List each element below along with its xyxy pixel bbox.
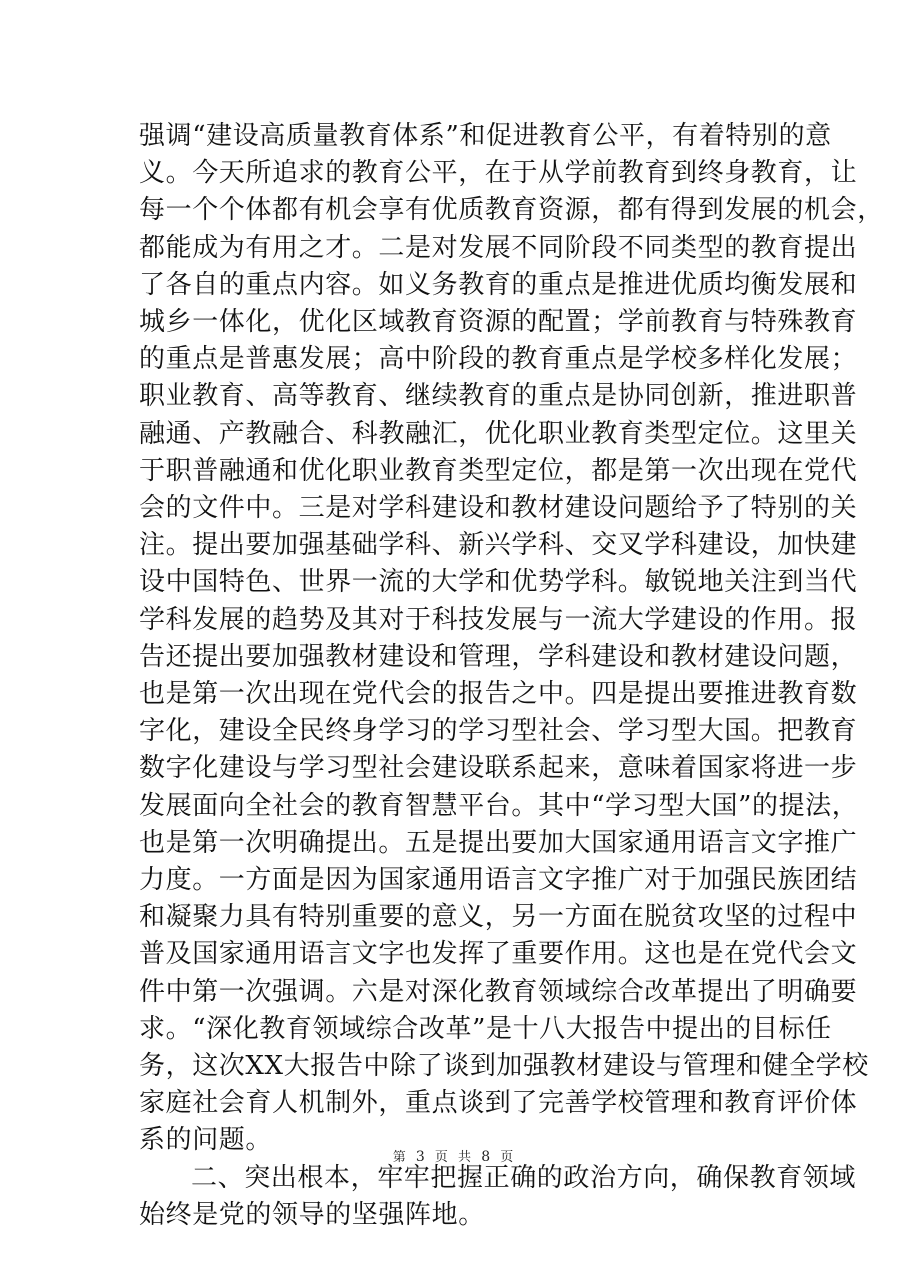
text-line: 发展面向全社会的教育智慧平台。其中“学习型大国”的提法， bbox=[139, 790, 859, 821]
text-line: 义。今天所追求的教育公平，在于从学前教育到终身教育，让 bbox=[139, 158, 858, 189]
text-line: 注。提出要加强基础学科、新兴学科、交叉学科建设，加快建 bbox=[139, 530, 858, 561]
text-line: 每一个个体都有机会享有优质教育资源，都有得到发展的机会， bbox=[139, 195, 884, 226]
footer-suffix: 页 bbox=[500, 1150, 517, 1165]
text-line: 也是第一次明确提出。五是提出要加大国家通用语言文字推广 bbox=[139, 827, 858, 858]
text-line: 和凝聚力具有特别重要的意义，另一方面在脱贫攻坚的过程中 bbox=[139, 902, 858, 933]
text-line: 件中第一次强调。六是对深化教育领域综合改革提出了明确要 bbox=[139, 976, 858, 1007]
paragraph-1 bbox=[139, 118, 884, 1160]
text-line: 职业教育、高等教育、继续教育的重点是协同创新，推进职普 bbox=[139, 381, 858, 412]
section-heading-line: 始终是党的领导的坚强阵地。 bbox=[139, 1199, 485, 1230]
section-heading-line: 二、突出根本，牢牢把握正确的政治方向，确保教育领域 bbox=[191, 1162, 857, 1193]
footer-current-page: 3 bbox=[415, 1149, 428, 1165]
text-line: 求。“深化教育领域综合改革”是十八大报告中提出的目标任 bbox=[139, 1013, 832, 1044]
text-line: 务，这次XX大报告中除了谈到加强教材建设与管理和健全学校 bbox=[139, 1051, 869, 1082]
text-line: 融通、产教融合、科教融汇，优化职业教育类型定位。这里关 bbox=[139, 418, 858, 449]
footer-middle: 页 共 bbox=[434, 1150, 475, 1165]
text-line: 系的问题。 bbox=[139, 1125, 273, 1156]
text-line: 数字化建设与学习型社会建设联系起来，意味着国家将进一步 bbox=[139, 753, 858, 784]
text-line: 了各自的重点内容。如义务教育的重点是推进优质均衡发展和 bbox=[139, 269, 858, 300]
text-line: 都能成为有用之才。二是对发展不同阶段不同类型的教育提出 bbox=[139, 232, 858, 263]
paragraph-2 bbox=[139, 1160, 857, 1234]
text-line: 告还提出要加强教材建设和管理，学科建设和教材建设问题， bbox=[139, 641, 858, 672]
footer-prefix: 第 bbox=[392, 1150, 409, 1165]
text-line: 于职普融通和优化职业教育类型定位，都是第一次出现在党代 bbox=[139, 455, 858, 486]
text-line: 字化，建设全民终身学习的学习型社会、学习型大国。把教育 bbox=[139, 716, 858, 747]
footer-total-pages: 8 bbox=[481, 1149, 494, 1165]
text-line: 的重点是普惠发展；高中阶段的教育重点是学校多样化发展； bbox=[139, 344, 858, 375]
text-line: 强调“建设高质量教育体系”和促进教育公平，有着特别的意 bbox=[139, 121, 832, 151]
text-line: 力度。一方面是因为国家通用语言文字推广对于加强民族团结 bbox=[139, 865, 858, 896]
text-line: 普及国家通用语言文字也发挥了重要作用。这也是在党代会文 bbox=[139, 939, 858, 970]
text-line: 家庭社会育人机制外，重点谈到了完善学校管理和教育评价体 bbox=[139, 1088, 858, 1119]
text-line: 学科发展的趋势及其对于科技发展与一流大学建设的作用。报 bbox=[139, 604, 858, 635]
text-line: 设中国特色、世界一流的大学和优势学科。敏锐地关注到当代 bbox=[139, 567, 858, 598]
page-footer bbox=[0, 1146, 909, 1165]
document-body bbox=[139, 118, 884, 1234]
text-line: 城乡一体化，优化区域教育资源的配置；学前教育与特殊教育 bbox=[139, 307, 858, 338]
text-line: 也是第一次出现在党代会的报告之中。四是提出要推进教育数 bbox=[139, 679, 858, 710]
text-line: 会的文件中。三是对学科建设和教材建设问题给予了特别的关 bbox=[139, 493, 858, 524]
